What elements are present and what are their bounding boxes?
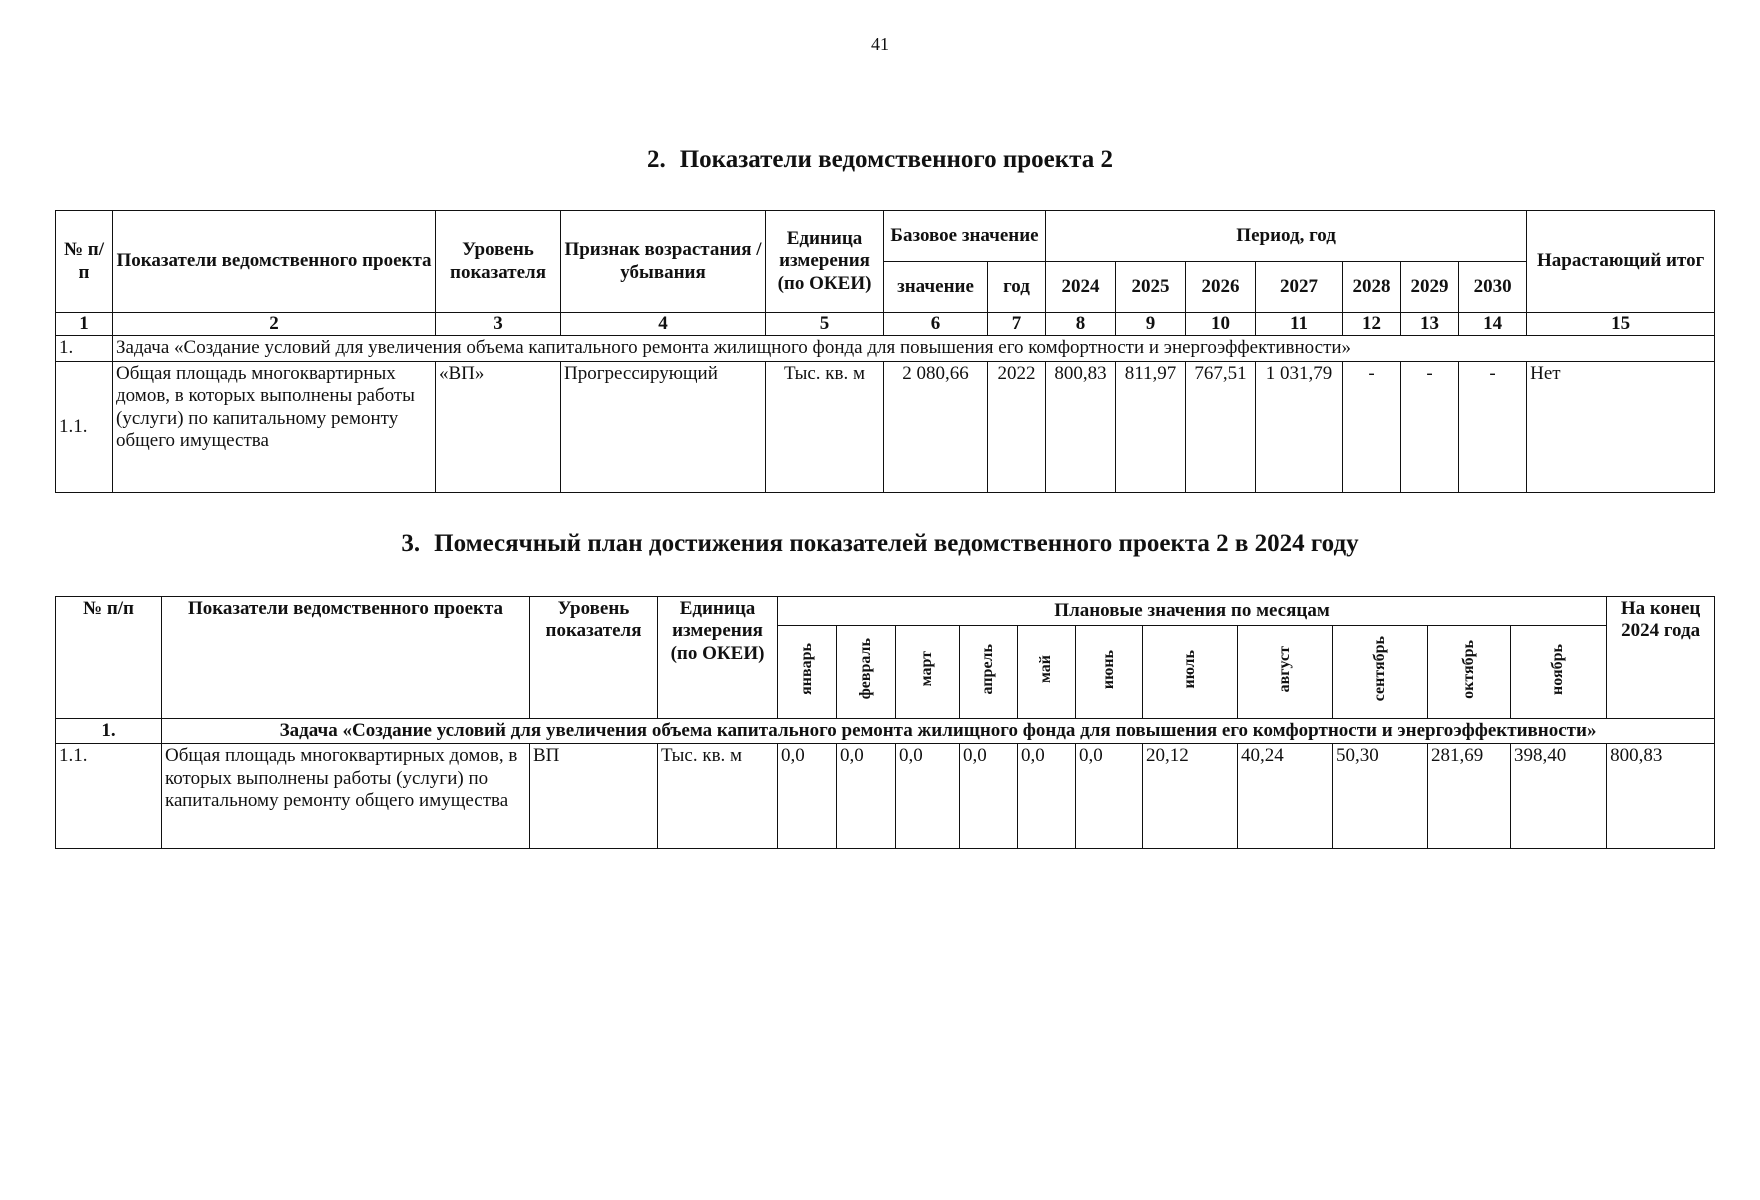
row-year-value: 811,97 <box>1116 361 1186 492</box>
header-month <box>1018 626 1076 719</box>
column-number: 11 <box>1256 313 1343 336</box>
row-month-value: 398,40 <box>1511 744 1607 849</box>
header-cumulative: Нарастающий итог <box>1527 211 1715 313</box>
header-month <box>960 626 1018 719</box>
column-number: 2 <box>113 313 436 336</box>
month-label: апрель <box>979 643 997 695</box>
header-sign: Признак возрастания / убывания <box>561 211 766 313</box>
header-year: 2030 <box>1459 262 1527 313</box>
month-label: январь <box>797 643 815 695</box>
month-label: май <box>1037 655 1055 684</box>
section-2-number: 2. <box>646 146 666 173</box>
row-base-value: 2 080,66 <box>884 361 988 492</box>
column-number: 9 <box>1116 313 1186 336</box>
section-3-title-text: Помесячный план достижения показателей ведомственного проекта 2 в 2024 году <box>434 530 1359 557</box>
month-label: июль <box>1180 649 1198 689</box>
row-year-value: 800,83 <box>1046 361 1116 492</box>
month-label: август <box>1275 645 1293 693</box>
column-number: 13 <box>1401 313 1459 336</box>
column-number: 8 <box>1046 313 1116 336</box>
row-year-value: - <box>1401 361 1459 492</box>
header-year: 2024 <box>1046 262 1116 313</box>
row-month-value: 0,0 <box>1018 744 1076 849</box>
header-year: 2027 <box>1256 262 1343 313</box>
row-level: «ВП» <box>436 361 561 492</box>
task-text: Задача «Создание условий для увеличения объема капитального ремонта жилищного фонда для повышения его комфортности и энергоэффективности» <box>113 336 1715 361</box>
header-indicator: Показатели ведомственного проекта <box>162 597 530 719</box>
header-month <box>1428 626 1511 719</box>
column-number: 14 <box>1459 313 1527 336</box>
row-level: ВП <box>530 744 658 849</box>
column-number: 10 <box>1186 313 1256 336</box>
row-month-value: 281,69 <box>1428 744 1511 849</box>
header-num: № п/п <box>56 597 162 719</box>
column-number: 4 <box>561 313 766 336</box>
task-row <box>56 336 1715 361</box>
month-label: ноябрь <box>1549 643 1567 695</box>
row-month-value: 0,0 <box>896 744 960 849</box>
row-month-value: 20,12 <box>1143 744 1238 849</box>
task-num: 1. <box>56 719 162 744</box>
column-number: 1 <box>56 313 113 336</box>
row-indicator: Общая площадь многоквартирных домов, в которых выполнены работы (услуги) по капитальному ремонту общего имущества <box>162 744 530 849</box>
row-unit: Тыс. кв. м <box>766 361 884 492</box>
column-number: 15 <box>1527 313 1715 336</box>
header-year: 2026 <box>1186 262 1256 313</box>
month-label: июнь <box>1099 649 1117 689</box>
header-month <box>1238 626 1333 719</box>
header-month <box>1076 626 1143 719</box>
header-year: 2029 <box>1401 262 1459 313</box>
header-month <box>1333 626 1428 719</box>
header-month <box>778 626 837 719</box>
header-period: Период, год <box>1046 211 1527 262</box>
monthly-plan-table <box>55 596 1715 849</box>
header-base-value: значение <box>884 262 988 313</box>
column-number-row <box>56 313 1715 336</box>
row-year-value: 1 031,79 <box>1256 361 1343 492</box>
month-label: сентябрь <box>1370 636 1388 702</box>
month-label: октябрь <box>1459 639 1477 699</box>
task-row <box>56 719 1715 744</box>
header-base-year: год <box>988 262 1046 313</box>
header-level: Уровень показателя <box>436 211 561 313</box>
task-num: 1. <box>56 336 113 361</box>
month-label: март <box>918 651 936 687</box>
header-month <box>1511 626 1607 719</box>
row-unit: Тыс. кв. м <box>658 744 778 849</box>
header-level: Уровень показателя <box>530 597 658 719</box>
header-base: Базовое значение <box>884 211 1046 262</box>
row-month-value: 0,0 <box>1076 744 1143 849</box>
page-number: 41 <box>871 34 889 54</box>
header-unit: Единица измерения (по ОКЕИ) <box>658 597 778 719</box>
column-number: 6 <box>884 313 988 336</box>
table-row <box>56 744 1715 849</box>
row-month-value: 50,30 <box>1333 744 1428 849</box>
section-3-number: 3. <box>401 530 421 557</box>
table-row <box>56 361 1715 492</box>
row-indicator: Общая площадь многоквартирных домов, в которых выполнены работы (услуги) по капитальному ремонту общего имущества <box>113 361 436 492</box>
column-number: 7 <box>988 313 1046 336</box>
row-cumulative: Нет <box>1527 361 1715 492</box>
row-end-of-year: 800,83 <box>1607 744 1715 849</box>
row-num: 1.1. <box>56 744 162 849</box>
header-planned: Плановые значения по месяцам <box>778 597 1607 626</box>
column-number: 3 <box>436 313 561 336</box>
row-num: 1.1. <box>56 361 113 492</box>
header-indicator: Показатели ведомственного проекта <box>113 211 436 313</box>
header-month <box>837 626 896 719</box>
section-2-title <box>0 146 1760 174</box>
header-year: 2025 <box>1116 262 1186 313</box>
header-num: № п/п <box>56 211 113 313</box>
indicators-table <box>55 210 1715 493</box>
row-month-value: 0,0 <box>837 744 896 849</box>
task-text: Задача «Создание условий для увеличения объема капитального ремонта жилищного фонда для повышения его комфортности и энергоэффективности» <box>162 719 1715 744</box>
section-2-title-text: Показатели ведомственного проекта 2 <box>679 146 1114 173</box>
row-year-value: 767,51 <box>1186 361 1256 492</box>
row-sign: Прогрессирующий <box>561 361 766 492</box>
row-year-value: - <box>1459 361 1527 492</box>
section-3-title <box>0 530 1760 558</box>
header-month <box>896 626 960 719</box>
row-year-value: - <box>1343 361 1401 492</box>
row-month-value: 0,0 <box>960 744 1018 849</box>
row-base-year: 2022 <box>988 361 1046 492</box>
column-number: 5 <box>766 313 884 336</box>
header-unit: Единица измерения (по ОКЕИ) <box>766 211 884 313</box>
row-month-value: 0,0 <box>778 744 837 849</box>
header-year: 2028 <box>1343 262 1401 313</box>
header-month <box>1143 626 1238 719</box>
row-month-value: 40,24 <box>1238 744 1333 849</box>
column-number: 12 <box>1343 313 1401 336</box>
month-label: февраль <box>856 638 874 700</box>
header-end-of-year: На конец 2024 года <box>1607 597 1715 719</box>
